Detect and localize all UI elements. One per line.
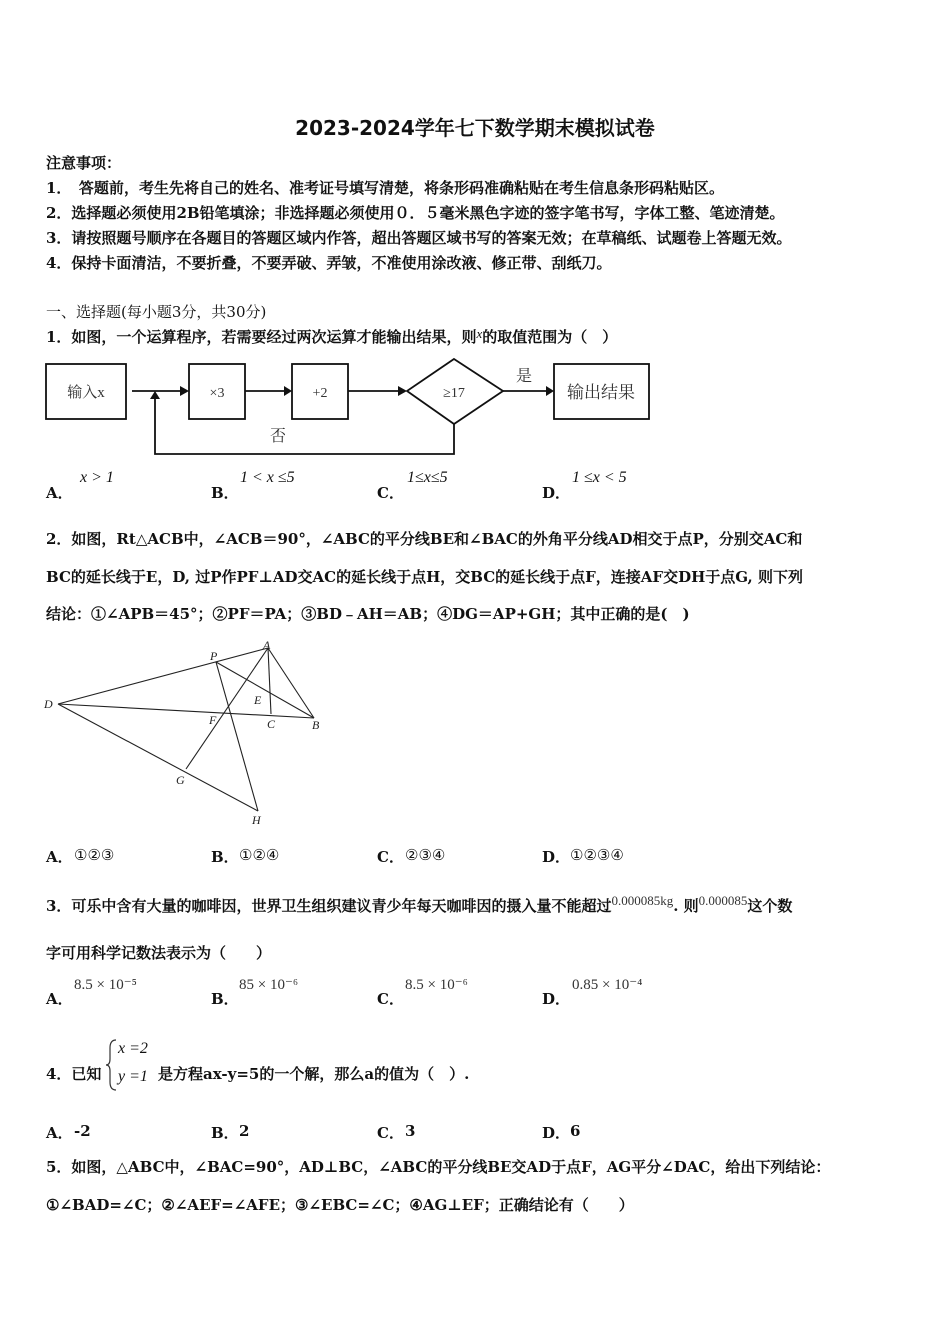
q4-option-a-label: A． bbox=[46, 1124, 73, 1142]
q4-system-eq1: x =2 bbox=[118, 1040, 148, 1057]
q2-option-d-text: ①②③④ bbox=[570, 846, 624, 864]
q3-stem-mid: . 则 bbox=[673, 897, 699, 915]
q3-option-b-text: 85 × 10⁻⁶ bbox=[239, 977, 299, 993]
q1-flowchart bbox=[40, 356, 660, 460]
notice-item-2: 2．选择题必须使用2B铅笔填涂；非选择题必须使用０．５毫米黑色字迹的签字笔书写，字体工整、笔迹清楚。 bbox=[46, 204, 785, 222]
q1-stem bbox=[46, 326, 617, 347]
q3-option-a-text: 8.5 × 10⁻⁵ bbox=[74, 977, 137, 993]
q2-line-1: 2．如图，Rt△ACB中，∠ACB＝90°，∠ABC的平分线BE和∠BAC的外角平分线AD相交于点P，分别交AC和 bbox=[46, 530, 803, 548]
q4-option-d-text: 6 bbox=[570, 1122, 581, 1140]
flow-yes-label: 是 bbox=[516, 368, 533, 385]
q2-option-a-label: A． bbox=[46, 848, 73, 866]
q2-option-b-text: ①②④ bbox=[239, 846, 280, 864]
q1-stem-a: 1．如图，一个运算程序，若需要经过两次运算才能输出结果，则 bbox=[46, 328, 477, 346]
q4-system-eq2: y =1 bbox=[118, 1068, 148, 1085]
q4-option-d-label: D． bbox=[542, 1124, 571, 1142]
label-b: B bbox=[312, 718, 320, 732]
q3-option-d-text: 0.85 × 10⁻⁴ bbox=[572, 977, 643, 993]
q3-stem-b: 这个数 bbox=[747, 897, 793, 915]
label-c: C bbox=[267, 717, 276, 731]
q3-option-d-label: D． bbox=[542, 990, 571, 1008]
flow-add-label: +2 bbox=[312, 386, 328, 401]
q2-geometry-figure bbox=[40, 638, 340, 833]
q4-option-b-label: B． bbox=[211, 1124, 239, 1142]
q2-option-d-label: D． bbox=[542, 848, 571, 866]
q1-option-a-label: A． bbox=[46, 484, 73, 502]
q3-stem-a: 3．可乐中含有大量的咖啡因，世界卫生组织建议青少年每天咖啡因的摄入量不能超过 bbox=[46, 897, 612, 915]
flow-output-label: 输出结果 bbox=[567, 383, 635, 402]
q3-option-b-label: B． bbox=[211, 990, 239, 1008]
section-heading: 一、选择题(每小题3分，共30分) bbox=[46, 303, 267, 321]
q4-post: 是方程ax-y=5的一个解，那么a的值为（ ）. bbox=[158, 1065, 470, 1083]
q3-value: 0.000085 bbox=[698, 893, 748, 908]
q1-option-d-label: D． bbox=[542, 484, 571, 502]
flow-input-label: 输入x bbox=[67, 385, 105, 401]
q3-value-kg: 0.000085kg bbox=[611, 893, 674, 908]
q2-line-2: BC的延长线于E，D, 过P作PF⊥AD交AC的延长线于点H，交BC的延长线于点F，连接AF交DH于点G, 则下列 bbox=[46, 568, 803, 586]
notice-heading: 注意事项： bbox=[46, 154, 122, 172]
q1-option-b-text: 1 < x ≤5 bbox=[240, 469, 295, 486]
label-a: A bbox=[263, 638, 271, 652]
flow-no-label: 否 bbox=[270, 428, 287, 445]
page-title: 2023-2024学年七下数学期末模拟试卷 bbox=[295, 116, 655, 140]
label-h: H bbox=[252, 813, 261, 827]
q4-pre: 4．已知 bbox=[46, 1065, 102, 1083]
q2-option-b-label: B． bbox=[211, 848, 239, 866]
q1-option-c-text: 1≤x≤5 bbox=[407, 469, 448, 486]
q1-option-b-label: B． bbox=[211, 484, 239, 502]
q1-option-a-text: x > 1 bbox=[80, 469, 114, 486]
label-e: E bbox=[254, 693, 262, 707]
q1-option-c-label: C． bbox=[377, 484, 404, 502]
q1-var: x bbox=[476, 326, 483, 341]
q2-line-3: 结论：①∠APB＝45°；②PF＝PA；③BD﹣AH＝AB；④DG＝AP+GH；其中正确的是( ) bbox=[46, 605, 690, 623]
q4-option-c-label: C． bbox=[377, 1124, 404, 1142]
q2-option-c-label: C． bbox=[377, 848, 404, 866]
q3-option-a-label: A． bbox=[46, 990, 73, 1008]
notice-item-4: 4．保持卡面清洁，不要折叠，不要弄破、弄皱，不准使用涂改液、修正带、刮纸刀。 bbox=[46, 254, 612, 272]
flow-mul-label: ×3 bbox=[209, 386, 225, 401]
q1-option-d-text: 1 ≤x < 5 bbox=[572, 469, 627, 486]
q3-stem bbox=[46, 893, 792, 916]
label-p: P bbox=[210, 649, 218, 663]
q4-option-b-text: 2 bbox=[239, 1122, 250, 1140]
notice-item-3: 3．请按照题号顺序在各题目的答题区域内作答，超出答题区域书写的答案无效；在草稿纸、试题卷上答题无效。 bbox=[46, 229, 792, 247]
label-d: D bbox=[44, 697, 53, 711]
q4-option-c-text: 3 bbox=[405, 1122, 416, 1140]
flow-cond-label: ≥17 bbox=[443, 386, 465, 401]
q2-option-c-text: ②③④ bbox=[405, 846, 446, 864]
label-f: F bbox=[209, 713, 217, 727]
notice-item-1: 1． 答题前，考生先将自己的姓名、准考证号填写清楚，将条形码准确粘贴在考生信息条形码粘贴区。 bbox=[46, 179, 724, 197]
q5-line-1: 5．如图，△ABC中，∠BAC=90°，AD⊥BC，∠ABC的平分线BE交AD于点F，AG平分∠DAC，给出下列结论： bbox=[46, 1158, 831, 1176]
q5-line-2: ①∠BAD=∠C；②∠AEF=∠AFE；③∠EBC=∠C；④AG⊥EF；正确结论有（ ） bbox=[46, 1196, 634, 1214]
q3-option-c-text: 8.5 × 10⁻⁶ bbox=[405, 977, 468, 993]
label-g: G bbox=[176, 773, 185, 787]
q2-option-a-text: ①②③ bbox=[74, 846, 115, 864]
q1-stem-b: 的取值范围为（ ） bbox=[482, 328, 618, 346]
q3-line-2: 字可用科学记数法表示为（ ） bbox=[46, 944, 272, 962]
q3-option-c-label: C． bbox=[377, 990, 404, 1008]
q4-option-a-text: -2 bbox=[74, 1122, 91, 1140]
